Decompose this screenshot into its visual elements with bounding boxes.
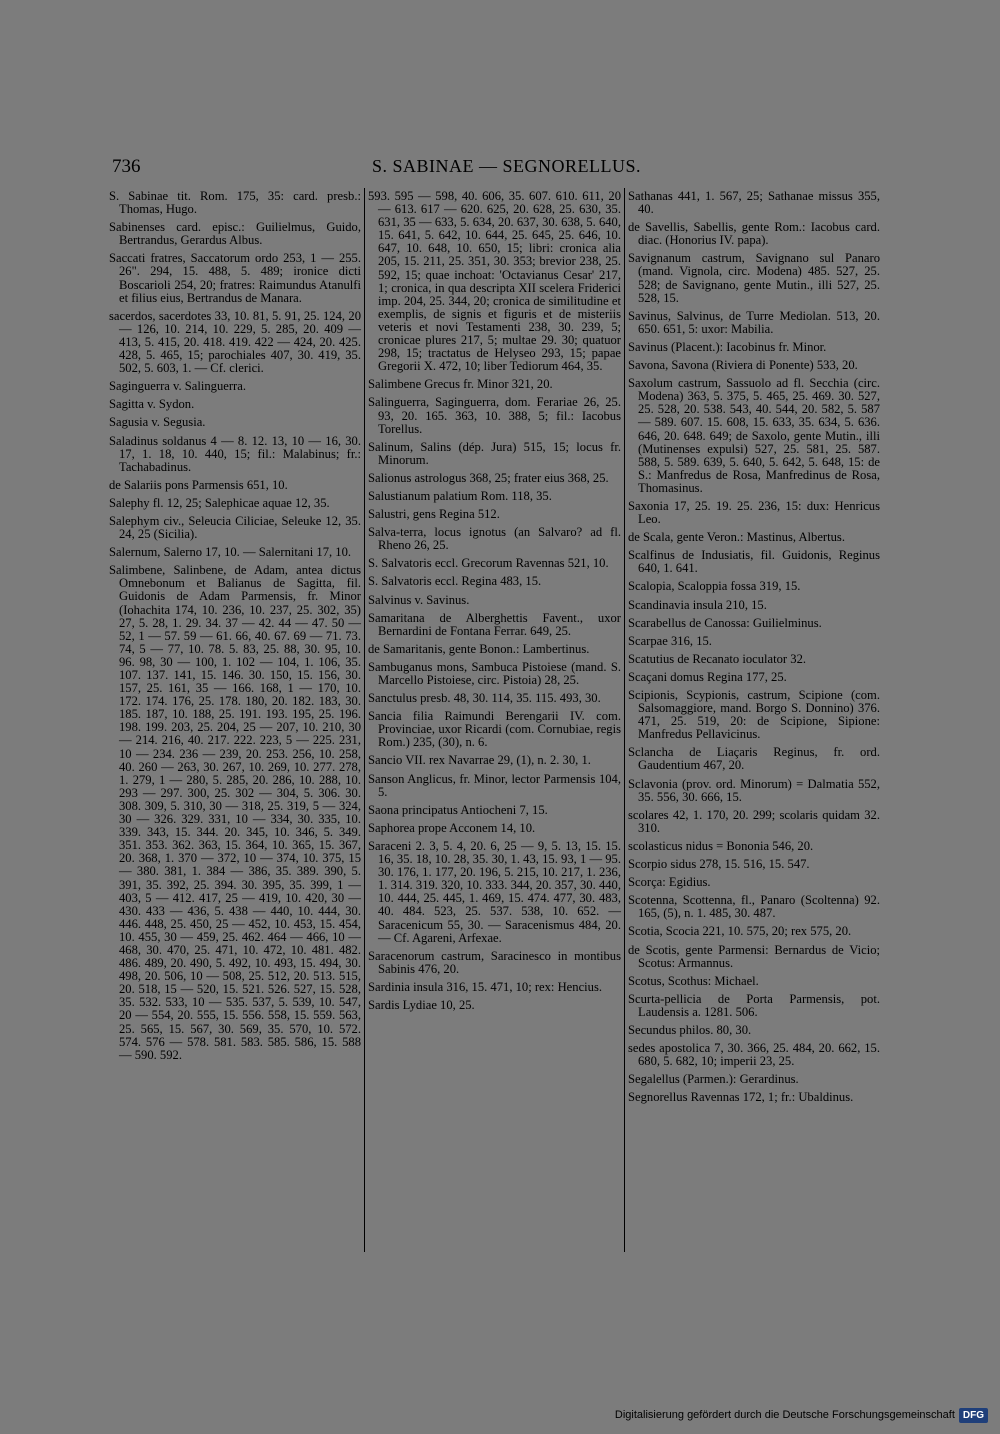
index-entry: Sagitta v. Sydon. (109, 397, 195, 412)
index-entry: Scandinavia insula 210, 15. (628, 597, 767, 612)
index-entry: Sathanas 441, 1. 567, 25; Sathanae missus 355, 40. (628, 189, 880, 217)
index-entry: Salva-terra, locus ignotus (an Salvaro? ad fl. Rheno 26, 25. (368, 525, 621, 553)
index-entry: S. Salvatoris eccl. Regina 483, 15. (368, 574, 542, 589)
index-entry: Savinus (Placent.): Iacobinus fr. Minor. (628, 339, 827, 354)
index-entry: S. Salvatoris eccl. Grecorum Ravennas 521, 10. (368, 556, 609, 571)
index-entry: Saxolum castrum, Sassuolo ad fl. Secchia (circ. Modena) 363, 5. 375, 5. 465, 25. 469. 30. 527, 25. 528, 20. 538. 543, 40. 544, 20. 582, 5. 587 — 589. 607. 15. 608, 15. 633, 35. 634, 5. 636. 646, 20. 648. 649; de Saxolo, gente Mutin., illi (Mutinenses expulsi) 527, 25. 581, 25. 587. 588, 5. 589. 639, 5. 640, 5. 642, 5. 648, 15: de S.: Manfredus de Rosa, Manfredinus de Rosa, Thomasinus. (628, 376, 880, 495)
index-entry: scolares 42, 1. 170, 20. 299; scolaris quidam 32. 310. (628, 807, 880, 835)
index-entry: de Salariis pons Parmensis 651, 10. (109, 477, 288, 492)
index-entry: Scurta-pellicia de Porta Parmensis, pot. Laudensis a. 1281. 506. (628, 991, 880, 1019)
index-entry: Scarabellus de Canossa: Guilielminus. (628, 615, 822, 630)
index-entry: Scalopia, Scaloppia fossa 319, 15. (628, 579, 801, 594)
index-entry: Segnorellus Ravennas 172, 1; fr.: Ubaldinus. (628, 1090, 854, 1105)
index-entry: Scipionis, Scypionis, castrum, Scipione (com. Salsomaggiore, mand. Borgo S. Donnino) 376. 471, 25. 519, 20: de Scipione, Sipione: Manfredus Pellavicinus. (628, 688, 880, 742)
index-entry: Sancia filia Raimundi Berengarii IV. com. Provinciae, uxor Ricardi (com. Cornubiae, regis Rom.) 235, (30), n. 6. (368, 709, 621, 750)
index-column-1 (109, 190, 361, 1067)
index-entry: Saphorea prope Acconem 14, 10. (368, 820, 536, 835)
index-entry: de Samaritanis, gente Bonon.: Lambertinus. (368, 641, 590, 656)
index-entry: scolasticus nidus = Bononia 546, 20. (628, 838, 814, 853)
index-entry: sacerdos, sacerdotes 33, 10. 81, 5. 91, 25. 124, 20 — 126, 10. 214, 10. 229, 5. 285, 20. 409 — 413, 5. 415, 20. 418. 419. 422 — 424, 20. 425. 428, 5. 465, 15; parochiales 407, 30. 419, 35. 502, 5. 603, 1. — Cf. clerici. (109, 308, 361, 376)
index-entry: Scaçani domus Regina 177, 25. (628, 669, 787, 684)
index-entry: Salustri, gens Regina 512. (368, 507, 500, 522)
index-entry: Salinguerra, Saginguerra, dom. Ferariae 26, 25. 93, 20. 165. 363, 10. 388, 5; fil.: Iacobus Torellus. (368, 395, 621, 436)
index-entry: Salephym civ., Seleucia Ciliciae, Seleuke 12, 35. 24, 25 (Sicilia). (109, 513, 361, 542)
index-entry: Sambuganus mons, Sambuca Pistoiese (mand. S. Marcello Pistoiese, circ. Pistoia) 28, 25. (368, 659, 621, 687)
index-entry: Salionus astrologus 368, 25; frater eius 368, 25. (368, 470, 609, 485)
index-entry: Scotenna, Scottenna, fl., Panaro (Scoltenna) 92. 165, (5), n. 1. 485, 30. 487. (628, 893, 880, 921)
index-entry: Saginguerra v. Salinguerra. (109, 379, 246, 394)
running-head: S. SABINAE — SEGNORELLUS. (372, 156, 642, 176)
index-column-3 (628, 190, 880, 1109)
index-entry: Sardinia insula 316, 15. 471, 10; rex: Hencius. (368, 979, 602, 994)
index-entry: Samaritana de Alberghettis Favent., uxor Bernardini de Fontana Ferrar. 649, 25. (368, 610, 621, 638)
index-entry: Scorça: Egidius. (628, 875, 711, 890)
index-entry: de Savellis, Sabellis, gente Rom.: Iacobus card. diac. (Honorius IV. papa). (628, 220, 880, 248)
index-entry: de Scotis, gente Parmensi: Bernardus de Vicio; Scotus: Armannus. (628, 942, 880, 970)
index-entry: Sabinenses card. episc.: Guilielmus, Guido, Bertrandus, Gerardus Albus. (109, 220, 361, 248)
dfg-logo: DFG (959, 1408, 988, 1423)
column-divider (624, 188, 625, 1252)
index-entry: Salinum, Salins (dép. Jura) 515, 15; locus fr. Minorum. (368, 439, 621, 467)
index-entry: sedes apostolica 7, 30. 366, 25. 484, 20. 662, 15. 680, 5. 682, 10; imperii 23, 25. (628, 1041, 880, 1069)
column-divider (364, 188, 365, 1252)
index-entry: Secundus philos. 80, 30. (628, 1022, 752, 1037)
index-entry: Scarpae 316, 15. (628, 633, 712, 648)
index-entry: Salephy fl. 12, 25; Salephicae aquae 12, 35. (109, 495, 330, 510)
index-entry: Savinus, Salvinus, de Turre Mediolan. 513, 20. 650. 651, 5: uxor: Mabilia. (628, 308, 880, 336)
index-entry: Salernum, Salerno 17, 10. — Salernitani 17, 10. (109, 545, 352, 560)
index-entry: Scotia, Scocia 221, 10. 575, 20; rex 575, 20. (628, 924, 852, 939)
page-number: 736 (112, 156, 141, 177)
index-entry: Savignanum castrum, Savignano sul Panaro (mand. Vignola, circ. Modena) 485. 527, 25. 528; de Savignano, gente Mutin., illi 527, 25. 528, 15. (628, 251, 880, 305)
index-entry: Saladinus soldanus 4 — 8. 12. 13, 10 — 16, 30. 17, 1. 18, 10. 440, 15; fil.: Malabinus; fr.: Tachabadinus. (109, 433, 361, 474)
index-entry: Sanctulus presb. 48, 30. 114, 35. 115. 493, 30. (368, 691, 601, 706)
index-entry: Sancio VII. rex Navarrae 29, (1), n. 2. 30, 1. (368, 753, 591, 768)
index-entry: Salimbene, Salinbene, de Adam, antea dictus Omnebonum et Balianus de Sagitta, fil. Guidonis de Adam Parmensis, fr. Minor (Iohachita 174, 10. 236, 10. 237, 25. 302, 35) 27, 5. 28, 1. 29. 34. 37 — 42. 44 — 47. 50 — 52, 1 — 57. 59 — 61. 66, 40. 67. 69 — 71. 73. 74, 5 — 77, 10. 78. 5. 83, 25. 88, 30. 95, 10. 96. 98, 30 — 100, 1. 102 — 104, 1. 106, 35. 107. 137. 141, 15. 146. 30. 150, 15. 156, 30. 157, 25. 161, 35 — 166. 168, 1 — 170, 10. 172. 174. 176, 25. 178. 180, 20. 182. 183, 30. 185. 187, 10. 188, 25. 191. 193. 195, 25. 196. 198. 199. 203, 25. 204, 25 — 207, 10. 210, 30 — 214. 216, 40. 217. 222. 223, 5 — 225. 231, 10 — 234. 236 — 239, 20. 253. 256, 10. 258, 40. 260 — 263, 30. 267, 10. 269, 10. 277. 278, 1. 279, 1 — 280, 5. 285, 20. 286, 10. 288, 10. 293 — 297. 300, 25. 302 — 304, 5. 306. 30. 308. 309, 5. 310, 30 — 318, 25. 319, 5 — 324, 30 — 326. 329. 331, 10 — 334, 30. 335, 10. 339. 343, 15. 344. 20. 345, 10. 346, 5. 349. 351. 353. 362. 363, 15. 364, 10. 365, 15. 367, 20. 368, 1. 370 — 372, 10 — 374, 10. 375, 15 — 380. 381, 1. 384 — 386, 35. 389. 390, 5. 391, 35. 392, 25. 394. 30. 395, 35. 399, 1 — 403, 5 — 412. 417, 25 — 419, 10. 420, 30 — 430. 433 — 436, 5. 438 — 440, 10. 444, 30. 446. 448, 25. 450, 25 — 452, 10. 453, 15. 454, 10. 455, 30 — 459, 25. 462. 464 — 466, 10 — 468, 30. 470, 25. 471, 10. 472, 10. 481. 482. 486. 489, 20. 490, 5. 492, 10. 493, 15. 494, 30. 498, 20. 506, 10 — 508, 25. 512, 20. 513. 515, 20. 518, 15 — 520, 15. 521. 526. 527, 15. 528, 35. 532. 533, 10 — 535. 537, 5. 539, 10. 547, 20 — 554, 20. 555, 15. 556. 558, 15. 559. 563, 25. 565, 15. 567, 30. 569, 35. 570, 10. 572. 574. 576 — 578. 581. 583. 585. 586, 15. 588 — 590. 592. (109, 563, 361, 1062)
index-entry: Sclancha de Liaçaris Reginus, fr. ord. Gaudentium 467, 20. (628, 745, 880, 773)
index-entry: Scorpio sidus 278, 15. 516, 15. 547. (628, 857, 810, 872)
index-entry: S. Sabinae tit. Rom. 175, 35: card. presb.: Thomas, Hugo. (109, 189, 361, 217)
index-entry: Sanson Anglicus, fr. Minor, lector Parmensis 104, 5. (368, 771, 621, 799)
index-entry: Salvinus v. Savinus. (368, 592, 470, 607)
index-entry: Saxonia 17, 25. 19. 25. 236, 15: dux: Henricus Leo. (628, 498, 880, 527)
index-column-2 (368, 190, 621, 1017)
index-entry: Sagusia v. Segusia. (109, 415, 206, 430)
index-entry: Savona, Savona (Riviera di Ponente) 533, 20. (628, 358, 858, 373)
index-entry: de Scala, gente Veron.: Mastinus, Albertus. (628, 530, 845, 545)
index-entry: Scotus, Scothus: Michael. (628, 973, 759, 988)
index-entry: Saracenorum castrum, Saracinesco in montibus Sabinis 476, 20. (368, 948, 621, 976)
index-entry: Saccati fratres, Saccatorum ordo 253, 1 — 255. 26". 294, 15. 488, 5. 489; ironice dicti Boscarioli 254, 20; fratres: Raimundus Atanulfi et filius eius, Bertrandus de Manara. (109, 251, 361, 305)
index-entry: Scalfinus de Indusiatis, fil. Guidonis, Reginus 640, 1. 641. (628, 548, 880, 576)
index-entry: Saona principatus Antiocheni 7, 15. (368, 802, 548, 817)
index-entry: Scatutius de Recanato ioculator 32. (628, 651, 807, 666)
footer (615, 1404, 988, 1426)
index-entry: Salimbene Grecus fr. Minor 321, 20. (368, 377, 553, 392)
index-entry: Saraceni 2. 3, 5. 4, 20. 6, 25 — 9, 5. 13, 15. 15. 16, 35. 18, 10. 28, 35. 30, 1. 43, 15. 93, 1 — 95. 30. 176, 1. 177, 20. 196, 5. 215, 10. 217, 1. 236, 1. 314. 319. 320, 10. 333. 344, 20. 357, 30. 440, 10. 444, 25. 445, 1. 469, 15. 474. 477, 30. 483, 40. 484. 523, 25. 537. 538, 10. 652. — Saracenicum 55, 30. — Saracenismus 484, 20. — Cf. Agareni, Arfexae. (368, 838, 621, 945)
page-header (112, 150, 862, 180)
index-entry: Salustianum palatium Rom. 118, 35. (368, 488, 552, 503)
index-entry: Sardis Lydiae 10, 25. (368, 997, 475, 1012)
footer-credit: Digitalisierung gefördert durch die Deutsche Forschungsgemeinschaft (614, 1409, 955, 1421)
index-entry: Segalellus (Parmen.): Gerardinus. (628, 1072, 799, 1087)
index-entry: 593. 595 — 598, 40. 606, 35. 607. 610. 611, 20 — 613. 617 — 620. 625, 20. 628, 25. 630, 35. 631, 35 — 633, 5. 634, 20. 637, 30. 638, 5. 640, 15. 641, 5. 642, 10. 644, 25. 645, 25. 646, 10. 647, 10. 648, 10. 650, 15; libri: cronica alia 205, 15. 211, 25. 351, 30. 353; brevior 238, 25. 592, 15; quae inchoat: 'Octavianus Cesar' 217, 1; cronica, in qua descripta XII scelera Friderici imp. 204, 25. 344, 20; cronica de similitudine et exemplis, de signis et figuris et de misteriis veteris et novi Testamenti 238, 30. 239, 5; cronicae plures 217, 5; multae 29. 30; quatuor 298, 15; tractatus de Helyseo 293, 15; papae Gregorii X. 472, 10; liber Tediorum 464, 35. (368, 189, 621, 374)
index-entry: Sclavonia (prov. ord. Minorum) = Dalmatia 552, 35. 556, 30. 666, 15. (628, 776, 880, 804)
